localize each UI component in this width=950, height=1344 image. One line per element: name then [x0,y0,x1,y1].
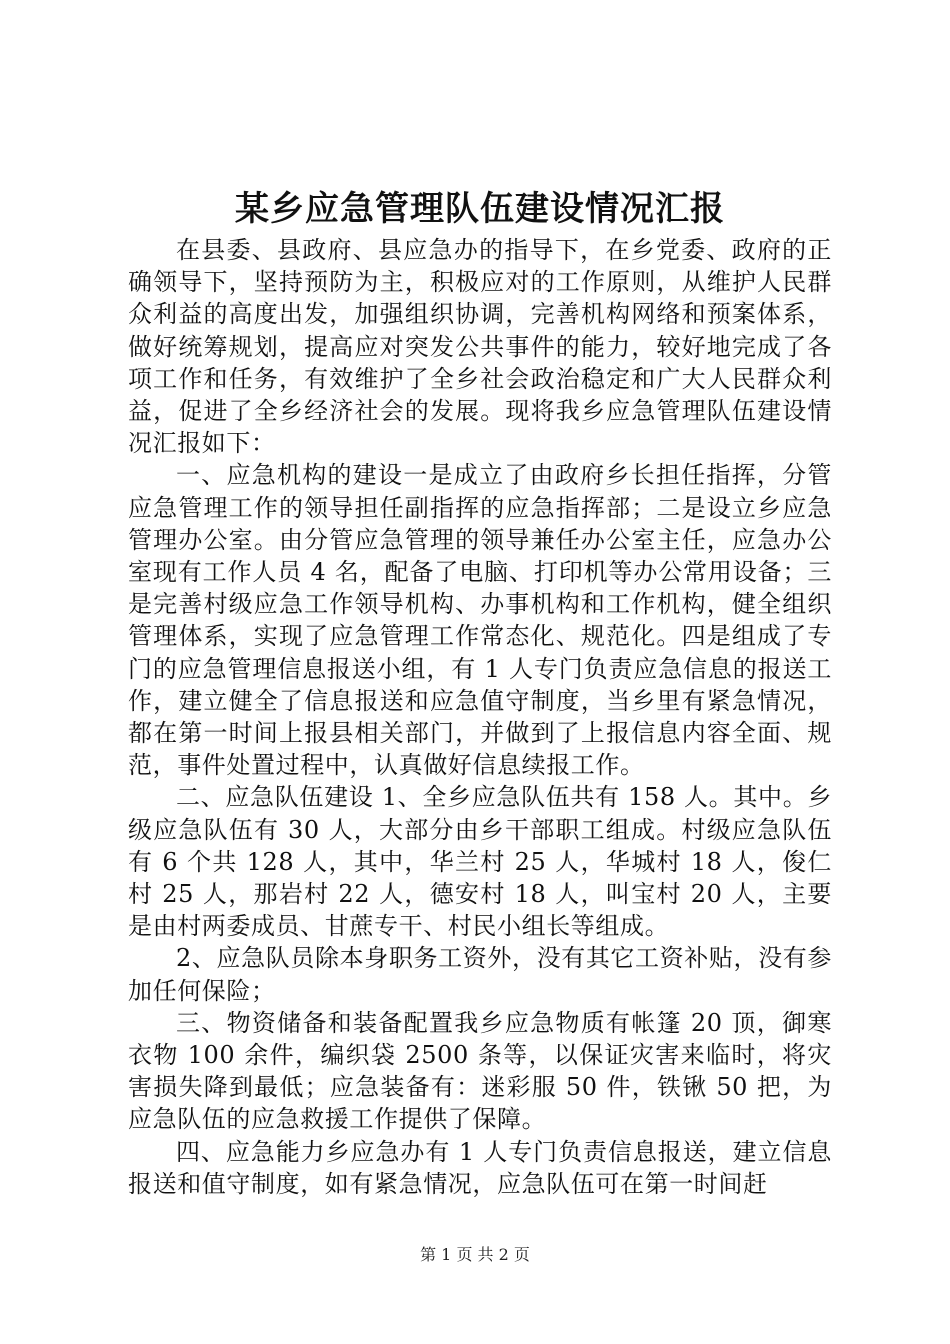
paragraph-section-2: 二、应急队伍建设 1、全乡应急队伍共有 158 人。其中。乡级应急队伍有 30 人，大部分由乡干部职工组成。村级应急队伍有 6 个共 128 人，其中，华兰村 25 人，华城村 18 人，俊仁村 25 人，那岩村 22 人，德安村 18 人，叫宝村 20 人，主要是由村两委成员、甘蔗专干、村民小组长等组成。 [128,783,832,941]
paragraph-section-4: 四、应急能力乡应急办有 1 人专门负责信息报送，建立信息报送和值守制度，如有紧急情况，应急队伍可在第一时间赶 [128,1137,832,1198]
page-footer [0,1245,950,1265]
document-title: 某乡应急管理队伍建设情况汇报 [235,189,725,229]
paragraph-section-3: 三、物资储备和装备配置我乡应急物质有帐篷 20 顶，御寒衣物 100 余件，编织袋 2500 条等，以保证灾害来临时，将灾害损失降到最低；应急装备有：迷彩服 50 件，铁锹 50 把，为应急队伍的应急救援工作提供了保障。 [128,1008,832,1134]
page-indicator: 第 1 页 共 2 页 [420,1245,530,1264]
paragraph-section-1: 一、应急机构的建设一是成立了由政府乡长担任指挥，分管应急管理工作的领导担任副指挥的应急指挥部；二是设立乡应急管理办公室。由分管应急管理的领导兼任办公室主任，应急办公室现有工作人员 4 名，配备了电脑、打印机等办公常用设备；三是完善村级应急工作领导机构、办事机构和工作机构，健全组织管理体系，实现了应急管理工作常态化、规范化。四是组成了专门的应急管理信息报送小组，有 1 人专门负责应急信息的报送工作，建立健全了信息报送和应急值守制度，当乡里有紧急情况，都在第一时间上报县相关部门，并做到了上报信息内容全面、规范，事件处置过程中，认真做好信息续报工作。 [128,461,832,780]
paragraph-intro: 在县委、县政府、县应急办的指导下，在乡党委、政府的正确领导下，坚持预防为主，积极应对的工作原则，从维护人民群众利益的高度出发，加强组织协调，完善机构网络和预案体系，做好统筹规划，提高应对突发公共事件的能力，较好地完成了各项工作和任务，有效维护了全乡社会政治稳定和广大人民群众利益，促进了全乡经济社会的发展。现将我乡应急管理队伍建设情况汇报如下： [128,236,832,458]
document-body [128,234,832,1200]
paragraph-section-2-item-2: 2、应急队员除本身职务工资外，没有其它工资补贴，没有参加任何保险； [128,944,832,1005]
